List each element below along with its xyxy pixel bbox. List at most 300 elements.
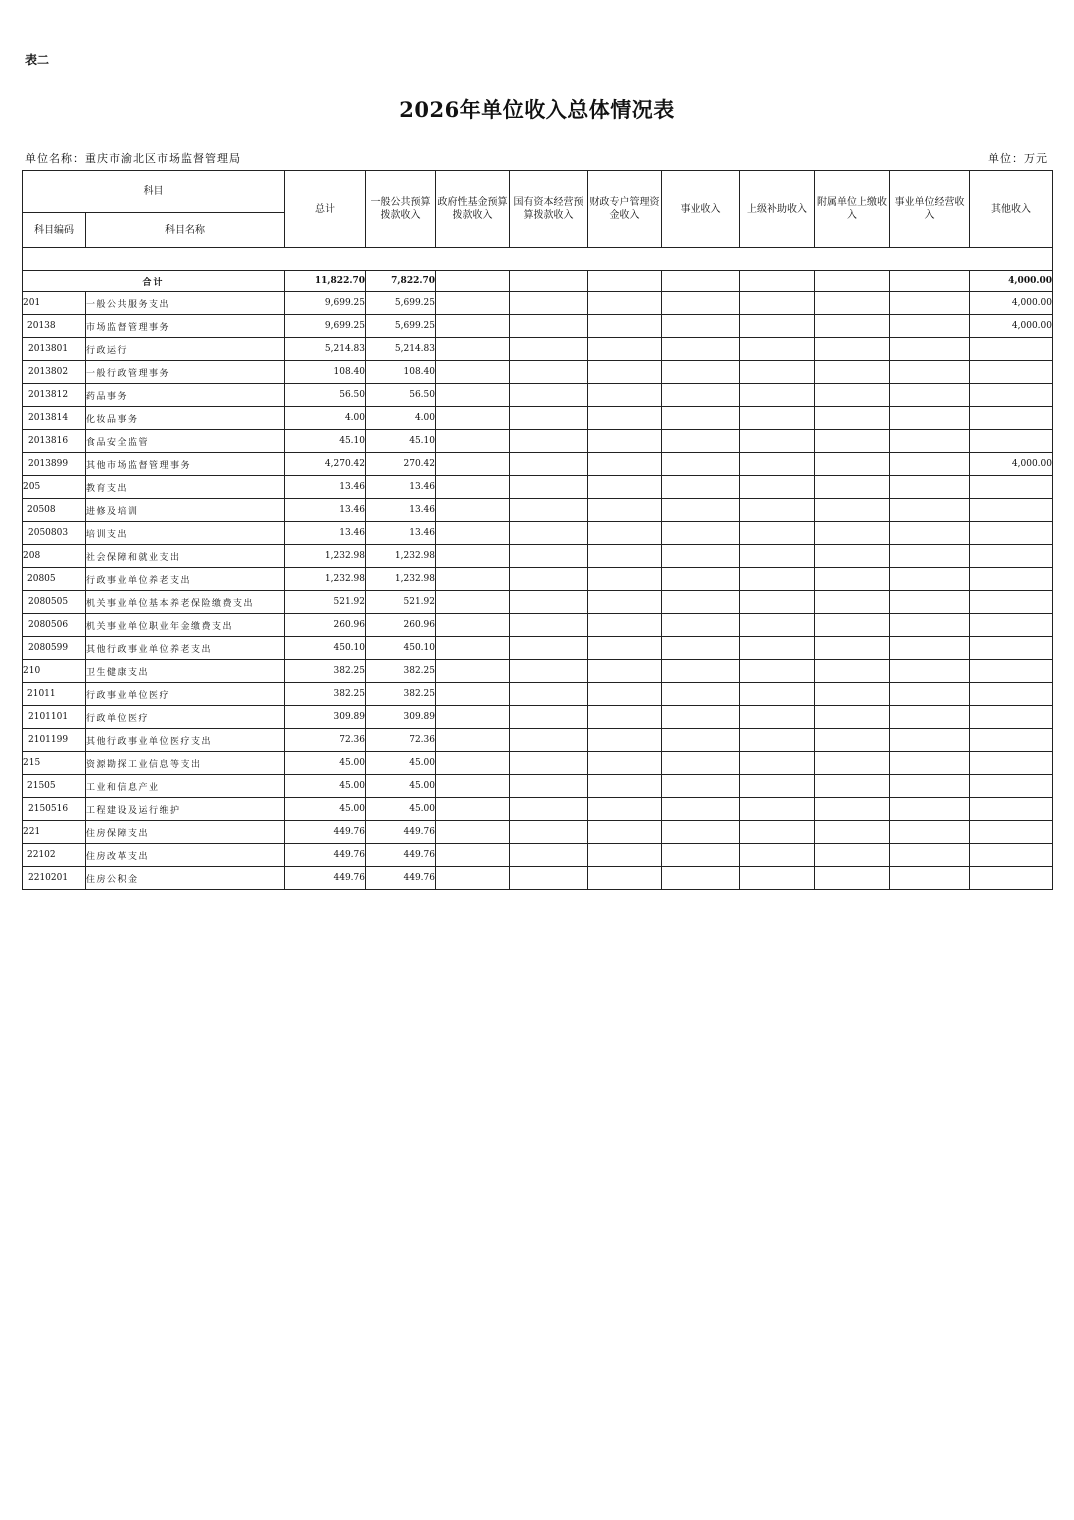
table-row — [23, 407, 1053, 430]
total-cell: 4,270.42 — [285, 453, 366, 476]
gov-fund-cell — [436, 545, 510, 568]
superior-subsidy-cell — [740, 821, 815, 844]
general-budget-cell: 13.46 — [366, 522, 436, 545]
other-cell — [970, 637, 1053, 660]
subject-code-cell: 2013899 — [23, 453, 86, 476]
subject-code-cell: 208 — [23, 545, 86, 568]
special-account-cell — [588, 476, 662, 499]
state-capital-cell — [510, 591, 588, 614]
unit-label: 单位：万元 — [988, 152, 1048, 165]
table-row — [23, 798, 1053, 821]
other-cell — [970, 591, 1053, 614]
state-capital-cell — [510, 338, 588, 361]
subject-code-cell: 2080505 — [23, 591, 86, 614]
total-cell: 13.46 — [285, 476, 366, 499]
state-capital-cell — [510, 660, 588, 683]
special-account-cell — [588, 683, 662, 706]
operating-cell — [890, 292, 970, 315]
table-row — [23, 706, 1053, 729]
general-budget-cell: 450.10 — [366, 637, 436, 660]
other-cell — [970, 660, 1053, 683]
superior-subsidy-cell — [740, 614, 815, 637]
affiliated-cell — [815, 384, 890, 407]
general-budget-cell: 13.46 — [366, 476, 436, 499]
total-total: 11,822.70 — [285, 271, 366, 292]
subject-name-cell: 培训支出 — [86, 522, 285, 545]
operating-cell — [890, 407, 970, 430]
operating-cell — [890, 844, 970, 867]
state-capital-cell — [510, 729, 588, 752]
unit-name-label: 单位名称：重庆市渝北区市场监督管理局 — [25, 152, 241, 165]
affiliated-cell — [815, 315, 890, 338]
subject-name-cell: 行政运行 — [86, 338, 285, 361]
gov-fund-cell — [436, 798, 510, 821]
table-row — [23, 338, 1053, 361]
operating-cell — [890, 867, 970, 890]
business-cell — [662, 568, 740, 591]
total-cell: 382.25 — [285, 660, 366, 683]
subject-name-cell: 食品安全监管 — [86, 430, 285, 453]
business-cell — [662, 660, 740, 683]
special-account-cell — [588, 844, 662, 867]
superior-subsidy-cell — [740, 568, 815, 591]
subject-code-cell: 2080506 — [23, 614, 86, 637]
state-capital-cell — [510, 683, 588, 706]
header-subject: 科目 — [23, 171, 285, 213]
subject-code-cell: 221 — [23, 821, 86, 844]
general-budget-cell: 382.25 — [366, 683, 436, 706]
other-cell — [970, 614, 1053, 637]
superior-subsidy-cell — [740, 499, 815, 522]
operating-cell — [890, 499, 970, 522]
gov-fund-cell — [436, 522, 510, 545]
gov-fund-cell — [436, 752, 510, 775]
general-budget-cell: 270.42 — [366, 453, 436, 476]
state-capital-cell — [510, 522, 588, 545]
total-cell: 4.00 — [285, 407, 366, 430]
subject-code-cell: 2101199 — [23, 729, 86, 752]
business-cell — [662, 315, 740, 338]
general-budget-cell: 5,214.83 — [366, 338, 436, 361]
total-cell: 1,232.98 — [285, 568, 366, 591]
other-cell: 4,000.00 — [970, 292, 1053, 315]
total-cell: 56.50 — [285, 384, 366, 407]
affiliated-cell — [815, 568, 890, 591]
total-cell: 260.96 — [285, 614, 366, 637]
affiliated-cell — [815, 361, 890, 384]
business-cell — [662, 867, 740, 890]
table-number: 表二 — [25, 53, 50, 67]
superior-subsidy-cell — [740, 729, 815, 752]
other-cell — [970, 499, 1053, 522]
subject-code-cell: 20805 — [23, 568, 86, 591]
table-row — [23, 637, 1053, 660]
superior-subsidy-cell — [740, 476, 815, 499]
general-budget-cell: 1,232.98 — [366, 545, 436, 568]
affiliated-cell — [815, 545, 890, 568]
affiliated-cell — [815, 338, 890, 361]
special-account-cell — [588, 798, 662, 821]
page-title: 2026年单位收入总体情况表 — [399, 97, 675, 122]
subject-name-cell: 化妆品事务 — [86, 407, 285, 430]
subject-code-cell: 210 — [23, 660, 86, 683]
state-capital-cell — [510, 844, 588, 867]
superior-subsidy-cell — [740, 522, 815, 545]
affiliated-cell — [815, 499, 890, 522]
state-capital-cell — [510, 430, 588, 453]
total-cell: 9,699.25 — [285, 292, 366, 315]
special-account-cell — [588, 591, 662, 614]
other-cell — [970, 361, 1053, 384]
other-cell — [970, 568, 1053, 591]
special-account-cell — [588, 821, 662, 844]
subject-name-cell: 一般公共服务支出 — [86, 292, 285, 315]
gov-fund-cell — [436, 683, 510, 706]
gov-fund-cell — [436, 706, 510, 729]
special-account-cell — [588, 338, 662, 361]
operating-cell — [890, 568, 970, 591]
gov-fund-cell — [436, 430, 510, 453]
superior-subsidy-cell — [740, 798, 815, 821]
business-cell — [662, 545, 740, 568]
special-account-cell — [588, 407, 662, 430]
superior-subsidy-cell — [740, 453, 815, 476]
table-row — [23, 499, 1053, 522]
subject-name-cell: 其他行政事业单位医疗支出 — [86, 729, 285, 752]
other-cell — [970, 706, 1053, 729]
general-budget-cell: 72.36 — [366, 729, 436, 752]
subject-name-cell: 住房公积金 — [86, 867, 285, 890]
affiliated-cell — [815, 591, 890, 614]
table-row — [23, 315, 1053, 338]
special-account-cell — [588, 637, 662, 660]
special-account-cell — [588, 545, 662, 568]
business-cell — [662, 706, 740, 729]
affiliated-cell — [815, 637, 890, 660]
superior-subsidy-cell — [740, 660, 815, 683]
affiliated-cell — [815, 430, 890, 453]
total-cell: 9,699.25 — [285, 315, 366, 338]
subject-code-cell: 2050803 — [23, 522, 86, 545]
table-row — [23, 476, 1053, 499]
business-cell — [662, 476, 740, 499]
superior-subsidy-cell — [740, 430, 815, 453]
business-cell — [662, 844, 740, 867]
business-cell — [662, 453, 740, 476]
subject-code-cell: 22102 — [23, 844, 86, 867]
general-budget-cell: 5,699.25 — [366, 315, 436, 338]
total-cell: 45.00 — [285, 752, 366, 775]
state-capital-cell — [510, 775, 588, 798]
subject-name-cell: 卫生健康支出 — [86, 660, 285, 683]
other-cell — [970, 407, 1053, 430]
state-capital-cell — [510, 499, 588, 522]
general-budget-cell: 56.50 — [366, 384, 436, 407]
affiliated-cell — [815, 292, 890, 315]
special-account-cell — [588, 292, 662, 315]
subject-name-cell: 行政事业单位养老支出 — [86, 568, 285, 591]
business-cell — [662, 683, 740, 706]
other-cell — [970, 522, 1053, 545]
gov-fund-cell — [436, 361, 510, 384]
subject-code-cell: 20138 — [23, 315, 86, 338]
business-cell — [662, 637, 740, 660]
general-budget-cell: 4.00 — [366, 407, 436, 430]
superior-subsidy-cell — [740, 683, 815, 706]
header-other: 其他收入 — [970, 171, 1053, 248]
subject-code-cell: 21011 — [23, 683, 86, 706]
other-cell: 4,000.00 — [970, 453, 1053, 476]
table-row — [23, 430, 1053, 453]
gov-fund-cell — [436, 637, 510, 660]
subject-code-cell: 2013816 — [23, 430, 86, 453]
business-cell — [662, 729, 740, 752]
affiliated-cell — [815, 775, 890, 798]
affiliated-cell — [815, 407, 890, 430]
subject-code-cell: 20508 — [23, 499, 86, 522]
table-row — [23, 453, 1053, 476]
subject-code-cell: 215 — [23, 752, 86, 775]
other-cell — [970, 844, 1053, 867]
gov-fund-cell — [436, 453, 510, 476]
subject-code-cell: 201 — [23, 292, 86, 315]
special-account-cell — [588, 752, 662, 775]
total-cell: 45.00 — [285, 775, 366, 798]
business-cell — [662, 821, 740, 844]
gov-fund-cell — [436, 614, 510, 637]
table-row — [23, 844, 1053, 867]
general-budget-cell: 382.25 — [366, 660, 436, 683]
operating-cell — [890, 729, 970, 752]
subject-name-cell: 其他行政事业单位养老支出 — [86, 637, 285, 660]
operating-cell — [890, 798, 970, 821]
operating-cell — [890, 683, 970, 706]
business-cell — [662, 430, 740, 453]
business-cell — [662, 499, 740, 522]
operating-cell — [890, 315, 970, 338]
general-budget-cell: 45.10 — [366, 430, 436, 453]
table-row — [23, 867, 1053, 890]
special-account-cell — [588, 499, 662, 522]
affiliated-cell — [815, 614, 890, 637]
other-cell — [970, 729, 1053, 752]
gov-fund-cell — [436, 499, 510, 522]
other-cell — [970, 545, 1053, 568]
header-special-account: 财政专户管理资金收入 — [588, 171, 662, 248]
subject-name-cell: 机关事业单位职业年金缴费支出 — [86, 614, 285, 637]
superior-subsidy-cell — [740, 752, 815, 775]
state-capital-cell — [510, 315, 588, 338]
state-capital-cell — [510, 568, 588, 591]
header-subject-code: 科目编码 — [23, 213, 86, 248]
superior-subsidy-cell — [740, 867, 815, 890]
affiliated-cell — [815, 867, 890, 890]
gov-fund-cell — [436, 476, 510, 499]
state-capital-cell — [510, 867, 588, 890]
subject-name-cell: 进修及培训 — [86, 499, 285, 522]
general-budget-cell: 309.89 — [366, 706, 436, 729]
total-cell: 449.76 — [285, 821, 366, 844]
other-cell — [970, 384, 1053, 407]
state-capital-cell — [510, 453, 588, 476]
superior-subsidy-cell — [740, 775, 815, 798]
operating-cell — [890, 775, 970, 798]
special-account-cell — [588, 867, 662, 890]
table-row — [23, 729, 1053, 752]
subject-name-cell: 行政单位医疗 — [86, 706, 285, 729]
special-account-cell — [588, 775, 662, 798]
business-cell — [662, 752, 740, 775]
operating-cell — [890, 545, 970, 568]
subject-name-cell: 机关事业单位基本养老保险缴费支出 — [86, 591, 285, 614]
subject-name-cell: 行政事业单位医疗 — [86, 683, 285, 706]
superior-subsidy-cell — [740, 706, 815, 729]
state-capital-cell — [510, 614, 588, 637]
general-budget-cell: 521.92 — [366, 591, 436, 614]
general-budget-cell: 449.76 — [366, 867, 436, 890]
gov-fund-cell — [436, 867, 510, 890]
table-row — [23, 361, 1053, 384]
general-budget-cell: 449.76 — [366, 844, 436, 867]
subject-name-cell: 一般行政管理事务 — [86, 361, 285, 384]
state-capital-cell — [510, 752, 588, 775]
business-cell — [662, 361, 740, 384]
other-cell — [970, 775, 1053, 798]
header-gov-fund: 政府性基金预算拨款收入 — [436, 171, 510, 248]
total-cell: 449.76 — [285, 844, 366, 867]
state-capital-cell — [510, 476, 588, 499]
total-cell: 45.00 — [285, 798, 366, 821]
affiliated-cell — [815, 522, 890, 545]
superior-subsidy-cell — [740, 637, 815, 660]
operating-cell — [890, 522, 970, 545]
general-budget-cell: 45.00 — [366, 752, 436, 775]
gov-fund-cell — [436, 315, 510, 338]
subject-name-cell: 工业和信息产业 — [86, 775, 285, 798]
table-row — [23, 614, 1053, 637]
subject-name-cell: 药品事务 — [86, 384, 285, 407]
business-cell — [662, 798, 740, 821]
special-account-cell — [588, 361, 662, 384]
table-row — [23, 522, 1053, 545]
operating-cell — [890, 384, 970, 407]
special-account-cell — [588, 568, 662, 591]
total-cell: 309.89 — [285, 706, 366, 729]
operating-cell — [890, 453, 970, 476]
header-total: 总计 — [285, 171, 366, 248]
operating-cell — [890, 591, 970, 614]
other-cell — [970, 821, 1053, 844]
table-row — [23, 752, 1053, 775]
operating-cell — [890, 752, 970, 775]
header-superior-subsidy: 上级补助收入 — [740, 171, 815, 248]
subject-name-cell: 工程建设及运行维护 — [86, 798, 285, 821]
superior-subsidy-cell — [740, 384, 815, 407]
state-capital-cell — [510, 384, 588, 407]
state-capital-cell — [510, 292, 588, 315]
subject-code-cell: 2210201 — [23, 867, 86, 890]
header-general-budget: 一般公共预算拨款收入 — [366, 171, 436, 248]
affiliated-cell — [815, 476, 890, 499]
other-cell — [970, 338, 1053, 361]
state-capital-cell — [510, 637, 588, 660]
subject-name-cell: 社会保障和就业支出 — [86, 545, 285, 568]
subject-code-cell: 2013814 — [23, 407, 86, 430]
header-operating: 事业单位经营收入 — [890, 171, 970, 248]
gov-fund-cell — [436, 775, 510, 798]
total-label: 合计 — [23, 271, 285, 292]
business-cell — [662, 384, 740, 407]
subject-code-cell: 2150516 — [23, 798, 86, 821]
table-row — [23, 292, 1053, 315]
special-account-cell — [588, 315, 662, 338]
superior-subsidy-cell — [740, 844, 815, 867]
special-account-cell — [588, 660, 662, 683]
total-cell: 449.76 — [285, 867, 366, 890]
superior-subsidy-cell — [740, 361, 815, 384]
gov-fund-cell — [436, 568, 510, 591]
other-cell — [970, 867, 1053, 890]
subject-code-cell: 2013802 — [23, 361, 86, 384]
table-row — [23, 591, 1053, 614]
subject-name-cell: 住房改革支出 — [86, 844, 285, 867]
total-cell: 521.92 — [285, 591, 366, 614]
affiliated-cell — [815, 706, 890, 729]
superior-subsidy-cell — [740, 407, 815, 430]
total-cell: 382.25 — [285, 683, 366, 706]
special-account-cell — [588, 729, 662, 752]
general-budget-cell: 45.00 — [366, 798, 436, 821]
subject-code-cell: 21505 — [23, 775, 86, 798]
total-general-budget: 7,822.70 — [366, 271, 436, 292]
affiliated-cell — [815, 821, 890, 844]
state-capital-cell — [510, 545, 588, 568]
state-capital-cell — [510, 706, 588, 729]
subject-name-cell: 教育支出 — [86, 476, 285, 499]
gov-fund-cell — [436, 292, 510, 315]
total-cell: 5,214.83 — [285, 338, 366, 361]
superior-subsidy-cell — [740, 338, 815, 361]
total-cell: 45.10 — [285, 430, 366, 453]
gov-fund-cell — [436, 660, 510, 683]
header-state-capital: 国有资本经营预算拨款收入 — [510, 171, 588, 248]
spacer-row — [23, 248, 1053, 271]
general-budget-cell: 108.40 — [366, 361, 436, 384]
superior-subsidy-cell — [740, 315, 815, 338]
header-subject-name: 科目名称 — [86, 213, 285, 248]
gov-fund-cell — [436, 338, 510, 361]
special-account-cell — [588, 384, 662, 407]
state-capital-cell — [510, 407, 588, 430]
table-row — [23, 384, 1053, 407]
special-account-cell — [588, 453, 662, 476]
special-account-cell — [588, 430, 662, 453]
subject-code-cell: 2080599 — [23, 637, 86, 660]
total-cell: 108.40 — [285, 361, 366, 384]
header-business: 事业收入 — [662, 171, 740, 248]
affiliated-cell — [815, 752, 890, 775]
general-budget-cell: 260.96 — [366, 614, 436, 637]
business-cell — [662, 407, 740, 430]
gov-fund-cell — [436, 407, 510, 430]
operating-cell — [890, 706, 970, 729]
table-row — [23, 683, 1053, 706]
general-budget-cell: 449.76 — [366, 821, 436, 844]
operating-cell — [890, 476, 970, 499]
subject-code-cell: 2013812 — [23, 384, 86, 407]
superior-subsidy-cell — [740, 292, 815, 315]
affiliated-cell — [815, 729, 890, 752]
